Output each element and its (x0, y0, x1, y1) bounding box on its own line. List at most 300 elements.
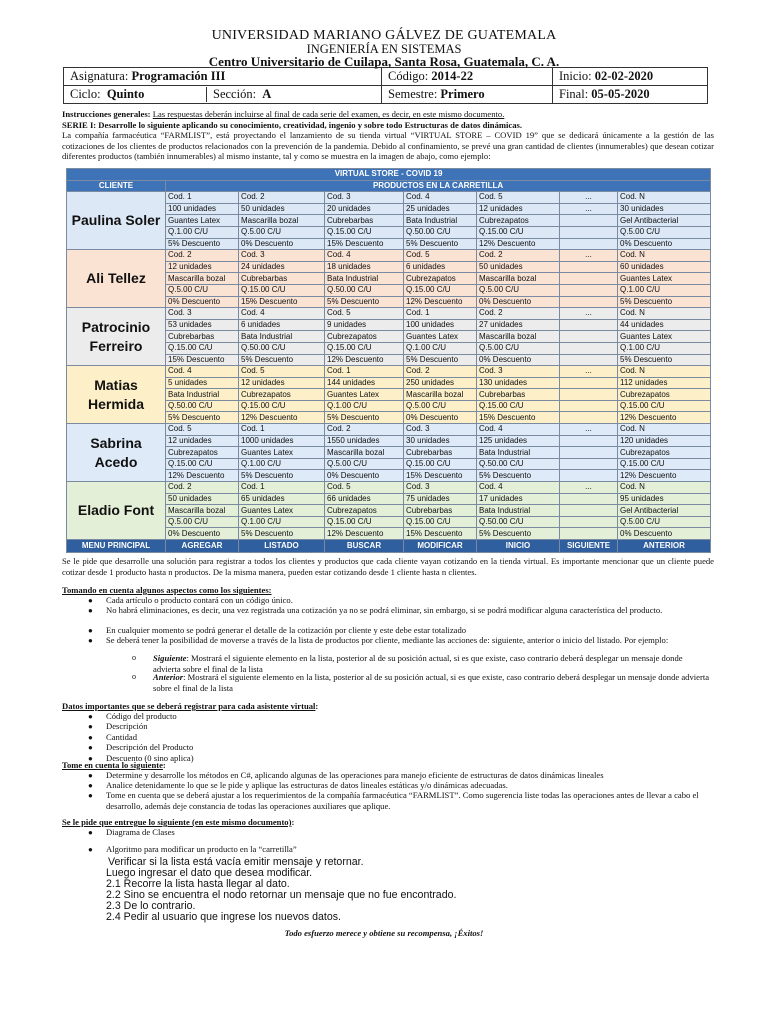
bullet-icon: ● (88, 722, 93, 732)
product-cell: Bata Industrial (166, 389, 239, 401)
product-cell: 5% Descuento (325, 412, 404, 424)
product-cell: Cubrezapatos (239, 389, 325, 401)
product-cell: 30 unidades (404, 435, 477, 447)
product-cell: 144 unidades (325, 377, 404, 389)
product-cell: 44 unidades (618, 319, 711, 331)
product-cell: Cod. N (618, 366, 711, 378)
ellipsis-cell (560, 296, 618, 308)
product-cell: Q.5.00 C/U (325, 458, 404, 470)
product-cell: 0% Descuento (618, 238, 711, 250)
product-cell: Q.1.00 C/U (166, 226, 239, 238)
product-cell: Gel Antibacterial (618, 215, 711, 227)
semestre-label: Semestre: (388, 87, 438, 101)
product-cell: 15% Descuento (325, 238, 404, 250)
product-cell: 50 unidades (239, 203, 325, 215)
data-item: Cantidad (106, 731, 138, 742)
product-cell: Cubrezapatos (166, 447, 239, 459)
product-cell: Guantes Latex (618, 331, 711, 343)
product-cell: 53 unidades (166, 319, 239, 331)
ellipsis-cell (560, 226, 618, 238)
cart-column-header: PRODUCTOS EN LA CARRETILLA (166, 180, 711, 192)
product-cell: 0% Descuento (166, 528, 239, 540)
ellipsis-cell (560, 331, 618, 343)
sub-siguiente (153, 653, 711, 674)
university-title: UNIVERSIDAD MARIANO GÁLVEZ DE GUATEMALA (211, 28, 557, 43)
product-cell: Cubrebarbas (404, 505, 477, 517)
deliver-item-2: Algoritmo para modificar un producto en la “carretilla” (106, 844, 297, 854)
client-name: Sabrina Acedo (67, 424, 166, 482)
codigo-value: 2014-22 (431, 69, 474, 83)
product-cell: Bata Industrial (477, 505, 560, 517)
product-cell: Q.1.00 C/U (239, 458, 325, 470)
ellipsis-cell: ... (560, 308, 618, 320)
product-cell: 24 unidades (239, 261, 325, 273)
product-cell: 12% Descuento (166, 470, 239, 482)
product-cell: Cod. 1 (239, 424, 325, 436)
product-cell: 5% Descuento (166, 238, 239, 250)
bullet-icon: ● (88, 712, 93, 721)
product-cell: Q.15.00 C/U (166, 458, 239, 470)
intro-block (62, 109, 714, 162)
ellipsis-cell (560, 238, 618, 250)
aspects-title: Tomando en cuenta algunos aspectos como los siguientes: (62, 585, 272, 595)
product-cell: 0% Descuento (477, 354, 560, 366)
product-cell: Cod. 3 (239, 250, 325, 262)
ellipsis-cell (560, 354, 618, 366)
product-cell: 12 unidades (166, 435, 239, 447)
product-cell: 1000 unidades (239, 435, 325, 447)
circle-bullet-icon: o (132, 653, 136, 662)
bullet-icon: ● (88, 781, 93, 790)
nav-button-menu-principal[interactable]: MENU PRINCIPAL (67, 540, 166, 553)
product-cell: Mascarilla bozal (404, 389, 477, 401)
product-cell: Cubrebarbas (239, 273, 325, 285)
asignatura-value: Programación III (131, 69, 226, 83)
deliver-title: Se le pide que entregue lo siguiente (en este mismo documento) (62, 817, 292, 827)
product-cell: Mascarilla bozal (325, 447, 404, 459)
store-row (67, 482, 711, 494)
product-cell: 5% Descuento (404, 238, 477, 250)
nav-button-buscar[interactable]: BUSCAR (325, 540, 404, 553)
product-cell: Bata Industrial (477, 447, 560, 459)
product-cell: Bata Industrial (325, 273, 404, 285)
product-cell: Cod. 3 (404, 482, 477, 494)
product-cell: Mascarilla bozal (477, 273, 560, 285)
product-cell: Cubrezapatos (618, 389, 711, 401)
product-cell: Q.50.00 C/U (404, 226, 477, 238)
product-cell: Q.1.00 C/U (325, 400, 404, 412)
product-cell: 66 unidades (325, 493, 404, 505)
siguiente-label: Siguiente (153, 653, 187, 663)
product-cell: 5% Descuento (166, 412, 239, 424)
product-cell: 15% Descuento (404, 528, 477, 540)
product-cell: Mascarilla bozal (166, 273, 239, 285)
product-cell: 12% Descuento (325, 528, 404, 540)
product-cell: Cod. 4 (477, 482, 560, 494)
product-cell: Q.1.00 C/U (618, 342, 711, 354)
anterior-label: Anterior (153, 672, 184, 682)
faculty-title: INGENIERÍA EN SISTEMAS (306, 42, 462, 56)
client-name: Eladio Font (67, 482, 166, 540)
client-name: Patrocinio Ferreiro (67, 308, 166, 366)
bullet-icon: ● (88, 732, 93, 742)
product-cell: 5% Descuento (618, 354, 711, 366)
aspect-item: Se deberá tener la posibilidad de moverse a través de la lista de productos por cliente, mediante las acciones de: siguiente, anterior o inicio del listado. Por ejemplo: (106, 635, 669, 645)
product-cell: Cod. 1 (404, 308, 477, 320)
product-cell: 12 unidades (239, 377, 325, 389)
product-cell: Cod. 4 (404, 192, 477, 204)
product-cell: Q.15.00 C/U (325, 226, 404, 238)
product-cell: 5% Descuento (618, 296, 711, 308)
ellipsis-cell (560, 284, 618, 296)
product-cell: Cubrezapatos (618, 447, 711, 459)
product-cell: Cubrebarbas (166, 331, 239, 343)
product-cell: Cod. 5 (325, 482, 404, 494)
bullet-icon: ● (88, 626, 93, 635)
data-title: Datos importantes que se deberá registrar para cada asistente virtual (62, 701, 316, 711)
ellipsis-cell (560, 261, 618, 273)
product-cell: 12 unidades (166, 261, 239, 273)
ellipsis-cell (560, 435, 618, 447)
product-cell: Cod. 3 (166, 308, 239, 320)
product-cell: Cod. 4 (477, 424, 560, 436)
final-label: Final: (559, 87, 589, 101)
product-cell: Q.5.00 C/U (166, 284, 239, 296)
product-cell: 6 unidades (239, 319, 325, 331)
product-cell: Cod. 2 (166, 250, 239, 262)
product-cell: 50 unidades (477, 261, 560, 273)
ellipsis-cell: ... (560, 366, 618, 378)
client-name: Matias Hermida (67, 366, 166, 424)
aspect-item: Cada artículo o producto contará con un código único. (106, 595, 293, 605)
product-cell: Q.5.00 C/U (477, 284, 560, 296)
bullet-icon: ● (88, 828, 93, 837)
product-cell: 0% Descuento (618, 528, 711, 540)
data-item: Descripción (106, 721, 148, 732)
product-cell: 0% Descuento (239, 238, 325, 250)
product-cell: Q.15.00 C/U (618, 400, 711, 412)
data-item: Código del producto (106, 711, 177, 721)
product-cell: 15% Descuento (404, 470, 477, 482)
product-cell: Cod. 2 (325, 424, 404, 436)
ellipsis-cell (560, 215, 618, 227)
product-cell: 60 unidades (618, 261, 711, 273)
nav-button-inicio[interactable]: INICIO (477, 540, 560, 553)
product-cell: Guantes Latex (404, 331, 477, 343)
solution-paragraph: Se le pide que desarrolle una solución para registrar a todos los clientes y productos que cada cliente vayan cotizando en la tienda virtual. Es importante mencionar que un cliente puede cotizar desde 1 producto hasta n productos. De la misma manera, pueden estar cotizando desde 1 cliente hasta n clientes. (62, 556, 714, 577)
product-cell: 18 unidades (325, 261, 404, 273)
ellipsis-cell (560, 273, 618, 285)
product-cell: Guantes Latex (166, 215, 239, 227)
product-cell: Cod. 2 (477, 308, 560, 320)
sub-anterior (153, 672, 711, 693)
product-cell: 12 unidades (477, 203, 560, 215)
ellipsis-cell (560, 493, 618, 505)
bullet-icon: ● (88, 596, 93, 605)
product-cell: Cod. 1 (239, 482, 325, 494)
product-cell: 17 unidades (477, 493, 560, 505)
nav-button-anterior[interactable]: ANTERIOR (618, 540, 711, 553)
product-cell: 0% Descuento (477, 296, 560, 308)
ellipsis-cell (560, 516, 618, 528)
product-cell: 12% Descuento (618, 412, 711, 424)
store-title: VIRTUAL STORE - COVID 19 (67, 169, 711, 181)
nav-button-modificar[interactable]: MODIFICAR (404, 540, 477, 553)
store-row (67, 308, 711, 320)
product-cell: Guantes Latex (239, 447, 325, 459)
product-cell: Cod. 1 (325, 366, 404, 378)
product-cell: 27 unidades (477, 319, 560, 331)
seccion-value: A (262, 87, 272, 101)
product-cell: Q.5.00 C/U (618, 516, 711, 528)
product-cell: 5% Descuento (239, 354, 325, 366)
product-cell: Q.1.00 C/U (618, 284, 711, 296)
product-cell: Guantes Latex (325, 389, 404, 401)
product-cell: Q.5.00 C/U (618, 226, 711, 238)
product-cell: Q.15.00 C/U (239, 400, 325, 412)
algorithm-line: Verificar si la lista está vacía emitir mensaje y retornar. (108, 856, 364, 868)
product-cell: Cod. 2 (477, 250, 560, 262)
product-cell: 5% Descuento (239, 470, 325, 482)
consider-item: Tome en cuenta que se deberá ajustar a los requerimientos de la compañía farmacéutica “FARMLIST”. Como sugerencia liste todas las operaciones antes de llevar a cabo el desarrollo, además deje constancia de todas las operaciones auxiliares que aplique. (106, 790, 699, 811)
store-row (67, 192, 711, 204)
codigo-label: Código: (388, 69, 429, 83)
ellipsis-cell (560, 319, 618, 331)
product-cell: Q.15.00 C/U (477, 226, 560, 238)
bullet-icon: ● (88, 845, 93, 854)
aspect-item: No habrá eliminaciones, es decir, una vez registrada una cotización ya no se podrá eliminar, sin embargo, si se podrá modificar alguna característica del producto. (106, 605, 663, 615)
product-cell: Cubrezapatos (404, 273, 477, 285)
virtual-store-table (66, 168, 711, 553)
consider-title: Tome en cuenta lo siguiente (62, 760, 163, 770)
product-cell: Cubrezapatos (325, 331, 404, 343)
product-cell: Cod. 3 (325, 192, 404, 204)
intro-paragraph: La compañía farmacéutica “FARMLIST”, está proyectando el lanzamiento de su tienda virtual “VIRTUAL STORE – COVID 19” que se dedicará únicamente a la gestión de las cotizaciones de los clientes de productos relacionados con la prevención de la pandemia. Debido al confinamiento, se prevé una gran cantidad de clientes (innumerables) que desean cotizar diferentes productos (también innumerables) al mismo instante, tal y como se muestra en la imagen de abajo, como ejemplo: (62, 130, 714, 161)
algorithm-line: Luego ingresar el dato que desea modificar. (106, 867, 313, 879)
ellipsis-cell: ... (560, 250, 618, 262)
product-cell: 15% Descuento (477, 412, 560, 424)
client-column-header: CLIENTE (67, 180, 166, 192)
product-cell: Cod. 5 (325, 308, 404, 320)
product-cell: Q.15.00 C/U (404, 284, 477, 296)
nav-button-agregar[interactable]: AGREGAR (166, 540, 239, 553)
product-cell: Cubrebarbas (477, 389, 560, 401)
product-cell: 250 unidades (404, 377, 477, 389)
bullet-icon: ● (88, 771, 93, 780)
product-cell: Guantes Latex (239, 505, 325, 517)
product-cell: 0% Descuento (166, 296, 239, 308)
ellipsis-cell: ... (560, 482, 618, 494)
bullet-icon: ● (88, 753, 93, 763)
product-cell: 130 unidades (477, 377, 560, 389)
product-cell: 9 unidades (325, 319, 404, 331)
product-cell: Q.50.00 C/U (477, 458, 560, 470)
product-cell: Q.5.00 C/U (239, 226, 325, 238)
product-cell: Bata Industrial (239, 331, 325, 343)
center-title: Centro Universitario de Cuilapa, Santa Rosa, Guatemala, C. A. (208, 54, 560, 69)
algorithm-line: 2.1 Recorre la lista hasta llegar al dato. (106, 878, 290, 890)
product-cell: 12% Descuento (477, 238, 560, 250)
ellipsis-cell (560, 505, 618, 517)
store-row (67, 424, 711, 436)
product-cell: 65 unidades (239, 493, 325, 505)
nav-button-listado[interactable]: LISTADO (239, 540, 325, 553)
ellipsis-cell (560, 400, 618, 412)
instructions-text: Las respuestas deberán incluirse al final de cada serie del examen, es decir, en este mismo documento. (152, 109, 505, 119)
ellipsis-cell (560, 528, 618, 540)
siguiente-text: : Mostrará el siguiente elemento en la lista, posterior al de su posición actual, si es que existe, caso contrario deberá desplegar un mensaje donde advierta sobre el final de la lista (153, 653, 683, 674)
ellipsis-cell: ... (560, 203, 618, 215)
instructions-label: Instrucciones generales: (62, 109, 151, 119)
ellipsis-cell (560, 447, 618, 459)
product-cell: Q.5.00 C/U (166, 516, 239, 528)
seccion-label: Sección: (213, 87, 257, 101)
inicio-label: Inicio: (559, 69, 592, 83)
product-cell: 30 unidades (618, 203, 711, 215)
product-cell: Cod. N (618, 424, 711, 436)
consider-item: Analice detenidamente lo que se le pide y aplique las estructuras de datos lineales estáticas y/o dinámicas adecuadas. (106, 780, 508, 790)
product-cell: 5 unidades (166, 377, 239, 389)
ellipsis-cell (560, 389, 618, 401)
product-cell: Q.15.00 C/U (166, 342, 239, 354)
product-cell: 5% Descuento (477, 470, 560, 482)
product-cell: Q.50.00 C/U (239, 342, 325, 354)
product-cell: 1550 unidades (325, 435, 404, 447)
deliver-item-1: Diagrama de Clases (106, 827, 175, 837)
product-cell: 15% Descuento (166, 354, 239, 366)
bullet-icon: ● (88, 606, 93, 615)
product-cell: Q.50.00 C/U (477, 516, 560, 528)
product-cell: Q.15.00 C/U (404, 516, 477, 528)
product-cell: 0% Descuento (404, 412, 477, 424)
product-cell: Q.15.00 C/U (477, 400, 560, 412)
product-cell: 5% Descuento (239, 528, 325, 540)
product-cell: 5% Descuento (477, 528, 560, 540)
product-cell: Q.15.00 C/U (404, 458, 477, 470)
consider-title-wrap: Tome en cuenta lo siguiente: (62, 760, 166, 770)
final-value: 05-05-2020 (591, 87, 650, 101)
aspect-item: En cualquier momento se podrá generar el detalle de la cotización por cliente y este debe estar totalizado (106, 625, 467, 635)
product-cell: Cod. 4 (239, 308, 325, 320)
product-cell: Cod. 3 (404, 424, 477, 436)
product-cell: Cod. 2 (404, 366, 477, 378)
product-cell: 12% Descuento (404, 296, 477, 308)
product-cell: Cod. 3 (477, 366, 560, 378)
product-cell: Cod. N (618, 192, 711, 204)
product-cell: 100 unidades (404, 319, 477, 331)
product-cell: Cod. 5 (166, 424, 239, 436)
product-cell: 5% Descuento (325, 296, 404, 308)
ciclo-value: Quinto (106, 87, 145, 101)
product-cell: 12% Descuento (618, 470, 711, 482)
product-cell: Q.15.00 C/U (325, 516, 404, 528)
product-cell: Cod. 5 (404, 250, 477, 262)
product-cell: Q.1.00 C/U (404, 342, 477, 354)
ellipsis-cell (560, 470, 618, 482)
course-info-table (63, 67, 708, 104)
product-cell: Guantes Latex (618, 273, 711, 285)
data-title-wrap: Datos importantes que se deberá registrar para cada asistente virtual: (62, 701, 319, 711)
product-cell: Cod. N (618, 250, 711, 262)
serie-heading: SERIE I: Desarrolle lo siguiente aplicando su conocimiento, creatividad, ingenio y sobre todo Estructuras de datos dinámicas. (62, 119, 523, 130)
product-cell: 95 unidades (618, 493, 711, 505)
product-cell: Q.15.00 C/U (325, 342, 404, 354)
circle-bullet-icon: o (132, 672, 136, 681)
data-item: Descuento (0 sino aplica) (106, 752, 194, 763)
product-cell: Q.1.00 C/U (239, 516, 325, 528)
bullet-icon: ● (88, 791, 93, 800)
product-cell: 100 unidades (166, 203, 239, 215)
deliver-title-wrap: Se le pide que entregue lo siguiente (en este mismo documento): (62, 817, 295, 827)
product-cell: 6 unidades (404, 261, 477, 273)
ellipsis-cell (560, 342, 618, 354)
ciclo-label: Ciclo: (70, 87, 101, 101)
product-cell: Cod. 2 (166, 482, 239, 494)
product-cell: Cod. 2 (239, 192, 325, 204)
algorithm-line: 2.3 De lo contrario. (106, 900, 196, 912)
bullet-icon: ● (88, 743, 93, 753)
ellipsis-cell (560, 377, 618, 389)
algorithm-line: 2.2 Sino se encuentra el nodo retornar un mensaje que no fue encontrado. (106, 889, 457, 901)
product-cell: Mascarilla bozal (477, 331, 560, 343)
product-cell: Cod. 4 (166, 366, 239, 378)
product-cell: Cubrebarbas (325, 215, 404, 227)
ellipsis-cell (560, 412, 618, 424)
product-cell: Q.15.00 C/U (618, 458, 711, 470)
nav-button-siguiente[interactable]: SIGUIENTE (560, 540, 618, 553)
product-cell: Cod. 5 (477, 192, 560, 204)
product-cell: Cod. N (618, 308, 711, 320)
product-cell: Q.5.00 C/U (404, 400, 477, 412)
product-cell: 12% Descuento (239, 412, 325, 424)
product-cell: Cod. N (618, 482, 711, 494)
inicio-value: 02-02-2020 (594, 69, 654, 83)
store-row (67, 250, 711, 262)
product-cell: Mascarilla bozal (166, 505, 239, 517)
product-cell: 20 unidades (325, 203, 404, 215)
client-name: Paulina Soler (67, 192, 166, 250)
product-cell: 112 unidades (618, 377, 711, 389)
ellipsis-cell: ... (560, 192, 618, 204)
product-cell: Cod. 1 (166, 192, 239, 204)
product-cell: 125 unidades (477, 435, 560, 447)
anterior-text: : Mostrará el siguiente elemento en la lista, posterior al de su posición actual, si es que existe, caso contrario deberá desplegar un mensaje donde advierta sobre el final de la lista (153, 672, 710, 693)
product-cell: 50 unidades (166, 493, 239, 505)
ellipsis-cell (560, 458, 618, 470)
algorithm-line: 2.4 Pedir al usuario que ingrese los nuevos datos. (106, 911, 341, 923)
client-name: Ali Tellez (67, 250, 166, 308)
product-cell: 25 unidades (404, 203, 477, 215)
product-cell: Bata Industrial (404, 215, 477, 227)
product-cell: Cubrebarbas (404, 447, 477, 459)
store-row (67, 366, 711, 378)
product-cell: 120 unidades (618, 435, 711, 447)
asignatura-label: Asignatura: (70, 69, 129, 83)
product-cell: Cubrezapatos (325, 505, 404, 517)
product-cell: Mascarilla bozal (239, 215, 325, 227)
closing-quote: Todo esfuerzo merece y obtiene su recompensa, ¡Éxitos! (284, 928, 484, 938)
product-cell: Q.15.00 C/U (239, 284, 325, 296)
product-cell: Q.50.00 C/U (166, 400, 239, 412)
bullet-icon: ● (88, 636, 93, 645)
product-cell: 15% Descuento (239, 296, 325, 308)
product-cell: Cod. 5 (239, 366, 325, 378)
data-item: Descripción del Producto (106, 742, 194, 753)
product-cell: 12% Descuento (325, 354, 404, 366)
product-cell: Gel Antibacterial (618, 505, 711, 517)
product-cell: 0% Descuento (325, 470, 404, 482)
product-cell: Cod. 4 (325, 250, 404, 262)
